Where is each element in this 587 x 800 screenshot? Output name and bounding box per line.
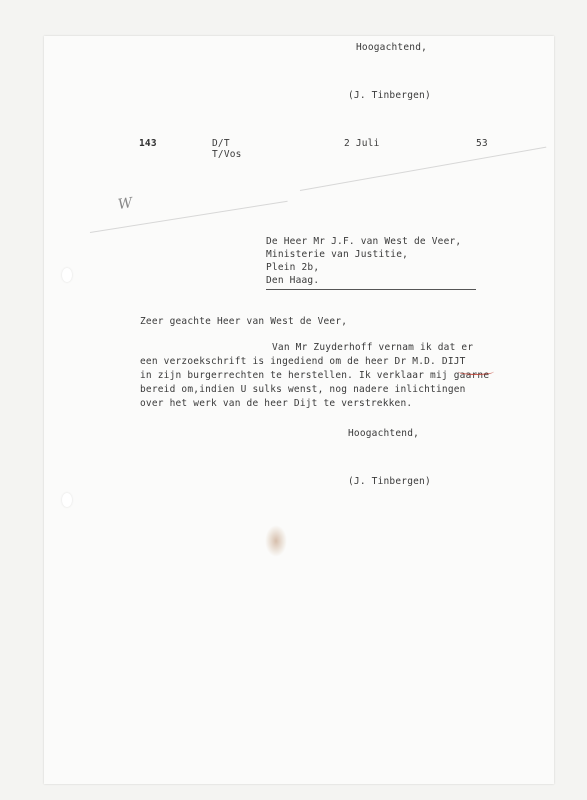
letter-year: 53 — [476, 138, 488, 149]
salutation: Zeer geachte Heer van West de Veer, — [140, 316, 348, 327]
punch-hole-top — [62, 268, 72, 282]
address-line-1: De Heer Mr J.F. van West de Veer, — [266, 236, 462, 247]
punch-hole-bottom — [62, 493, 72, 507]
reference-initials-2: T/Vos — [212, 149, 242, 160]
red-pencil-mark — [458, 368, 494, 375]
top-signature: (J. Tinbergen) — [348, 90, 431, 101]
body-line-5: over het werk van de heer Dijt te verstrekken. — [140, 398, 413, 409]
address-line-4: Den Haag. — [266, 275, 320, 286]
body-line-3: in zijn burgerrechten te herstellen. Ik verklaar mij gaarne — [140, 370, 490, 381]
address-underline — [266, 289, 476, 290]
margin-handwritten-note: W — [116, 195, 134, 213]
body-closing: Hoogachtend, — [348, 428, 420, 439]
top-closing: Hoogachtend, — [356, 42, 428, 53]
body-line-1: Van Mr Zuyderhoff vernam ik dat er — [272, 342, 474, 353]
body-line-4: bereid om,indien U sulks wenst, nog nadere inlichtingen — [140, 384, 466, 395]
stain-mark — [265, 525, 287, 557]
body-signature: (J. Tinbergen) — [348, 476, 431, 487]
address-line-2: Ministerie van Justitie, — [266, 249, 409, 260]
body-line-2: een verzoekschrift is ingediend om de heer Dr M.D. DIJT — [140, 356, 466, 367]
reference-number: 143 — [139, 138, 157, 149]
reference-initials-1: D/T — [212, 138, 230, 149]
letter-date: 2 Juli — [344, 138, 380, 149]
address-line-3: Plein 2b, — [266, 262, 320, 273]
